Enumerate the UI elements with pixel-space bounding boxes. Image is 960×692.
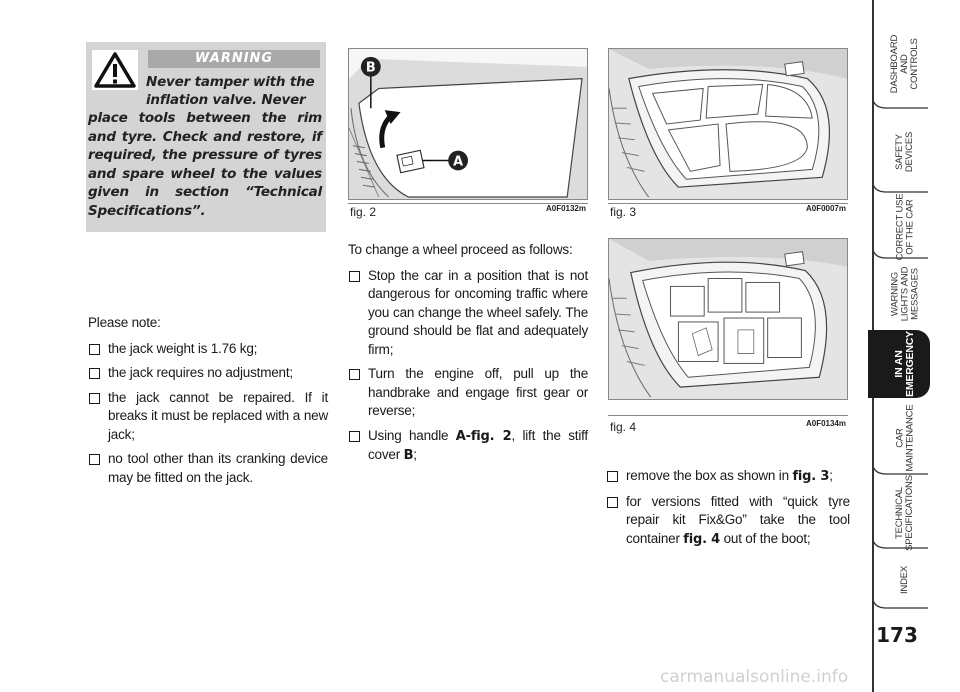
page-number: 173: [876, 623, 918, 647]
tab-technical-specifications[interactable]: TECHNICAL SPECIFICATIONS: [868, 476, 930, 550]
figure-4-image: [608, 238, 848, 400]
checkbox-bullet-icon: [349, 271, 360, 282]
figure-3-image: [608, 48, 848, 200]
checkbox-bullet-icon: [89, 368, 100, 379]
notes-section: [88, 314, 328, 493]
list-item: Stop the car in a position that is not dangerous for oncoming traffic where you can change the wheel safely. The ground should be flat and adequately firm;: [348, 267, 588, 360]
checkbox-bullet-icon: [349, 369, 360, 380]
checkbox-bullet-icon: [89, 393, 100, 404]
figure-label: fig. 3: [610, 205, 637, 219]
figure-label: fig. 4: [610, 420, 637, 434]
tab-car-maintenance[interactable]: CAR MAINTENANCE: [868, 400, 930, 476]
warning-text-lead: Never tamper with the inflation valve. Never: [146, 74, 315, 108]
callout-b: B: [365, 60, 376, 76]
tab-index[interactable]: INDEX: [868, 550, 930, 610]
list-item: remove the box as shown in fig. 3;: [606, 467, 850, 487]
list-item: no tool other than its cranking device may be fitted on the jack.: [88, 450, 328, 487]
warning-badge: WARNING: [148, 50, 320, 68]
procedure-list: [348, 267, 588, 466]
tab-safety-devices[interactable]: SAFETY DEVICES: [868, 110, 930, 194]
callout-a: A: [453, 154, 464, 170]
checkbox-bullet-icon: [89, 344, 100, 355]
procedure-continued-list: [606, 467, 850, 549]
list-item: Using handle A-fig. 2, lift the stiff cover B;: [348, 427, 588, 466]
figure-code: A0F0132m: [545, 204, 586, 213]
checkbox-bullet-icon: [607, 471, 618, 482]
list-item: the jack weight is 1.76 kg;: [88, 340, 328, 359]
list-item: Turn the engine off, pull up the handbrake and engage first gear or reverse;: [348, 365, 588, 421]
tab-correct-use-of-the-car[interactable]: CORRECT USE OF THE CAR: [868, 194, 930, 260]
procedure-heading: To change a wheel proceed as follows:: [348, 242, 573, 257]
warning-box: [86, 42, 326, 232]
procedure-continued-section: [606, 467, 850, 555]
checkbox-bullet-icon: [607, 497, 618, 508]
figure-code: A0F0134m: [805, 419, 846, 428]
list-item: the jack requires no adjustment;: [88, 364, 328, 383]
chapter-side-nav: [868, 0, 934, 692]
watermark-text: carmanualsonline.info: [660, 667, 849, 687]
checkbox-bullet-icon: [349, 431, 360, 442]
list-item: the jack cannot be repaired. If it breaks it must be replaced with a new jack;: [88, 389, 328, 445]
warning-triangle-icon: [92, 50, 138, 90]
procedure-section: [348, 241, 588, 472]
warning-text-rest: place tools between the rim and tyre. Check and restore, if required, the pressure of tyres and spare wheel to the values given in section “Technical Specifications”.: [88, 110, 322, 219]
figure-3-caption: [608, 203, 848, 219]
tab-dashboard-and-controls[interactable]: DASHBOARD AND CONTROLS: [868, 18, 930, 110]
notes-list: [88, 340, 328, 488]
figure-label: fig. 2: [350, 205, 377, 219]
checkbox-bullet-icon: [89, 454, 100, 465]
figure-4-caption: [608, 418, 848, 434]
tab-warning-lights-and-messages[interactable]: WARNING LIGHTS AND MESSAGES: [889, 266, 920, 322]
tab-in-an-emergency[interactable]: IN AN EMERGENCY: [868, 330, 930, 398]
figure-2-image: [348, 48, 588, 200]
notes-heading: Please note:: [88, 315, 161, 330]
list-item: for versions fitted with “quick tyre repair kit Fix&Go” take the tool container fig. 4 out of the boot;: [606, 493, 850, 550]
figure-code: A0F0007m: [805, 204, 846, 213]
figure-2-caption: [348, 203, 588, 219]
